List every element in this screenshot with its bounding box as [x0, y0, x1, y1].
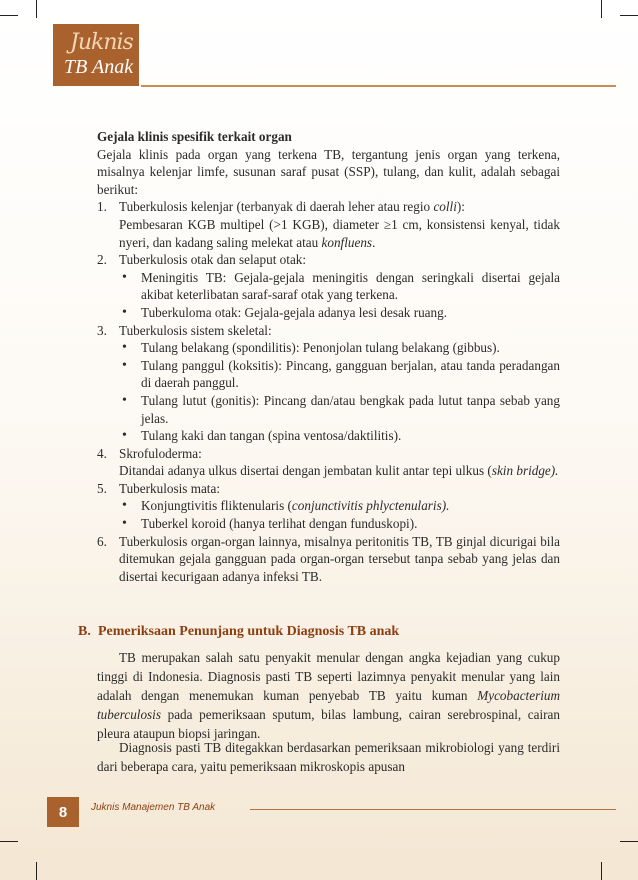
list-item [97, 251, 560, 321]
crop-mark [601, 0, 602, 18]
header-rule [141, 85, 616, 87]
bullet-item: • Tulang kaki dan tangan (spina ventosa/daktilitis). [119, 427, 560, 445]
header-title-sub: TB Anak [64, 56, 134, 78]
section-b-heading [78, 624, 399, 640]
list-item [97, 533, 560, 586]
section-title: Pemeriksaan Penunjang untuk Diagnosis TB anak [98, 624, 400, 639]
paragraph-italic: Mycobacterium tuberculosis [97, 688, 560, 722]
running-title: Juknis Manajemen TB Anak [91, 802, 216, 813]
crop-mark [0, 841, 18, 842]
item-desc-italic: skin bridge). [491, 463, 559, 479]
item-title: Tuberkulosis otak dan selaput otak: [119, 252, 307, 268]
item-title: Skrofuloderma: [119, 445, 202, 461]
bullet-text-italic: conjunctivitis phlyctenularis). [291, 498, 450, 514]
section-letter: B. [78, 624, 91, 639]
paragraph-text: TB merupakan salah satu penyakit menular dengan angka kejadian yang cukup tinggi di Indonesia. Diagnosis pasti TB seperti lazimnya penyakit menular yang lain adalah dengan menemukan kuman penyebab TB yaitu kuman [97, 650, 560, 703]
item-title: Tuberkulosis organ-organ lainnya, misalnya peritonitis TB, TB ginjal dicurigai bila ditemukan gejala gangguan pada organ-organ tersebut tanpa sebab yang jelas dan disertai kecurigaan adanya infeksi TB. [119, 533, 560, 584]
item-desc-italic: konfluens [321, 234, 373, 250]
bullet-item: • Tuberkuloma otak: Gejala-gejala adanya lesi desak ruang. [119, 304, 560, 322]
crop-mark [620, 841, 638, 842]
list-item [97, 198, 560, 251]
header-title-script: Juknis [70, 30, 133, 55]
crop-mark [0, 15, 18, 16]
organ-list [97, 198, 560, 585]
paragraph-text: pada pemeriksaan sputum, bilas lambung, cairan serebrospinal, cairan pleura ataupun biopsi jaringan. [97, 707, 560, 741]
bullet-list [119, 339, 560, 445]
crop-mark [601, 862, 602, 880]
bullet-item: • Tuberkel koroid (hanya terlihat dengan funduskopi). [119, 515, 560, 533]
item-title: Tuberkulosis sistem skeletal: [119, 322, 272, 338]
list-item [97, 480, 560, 533]
bullet-item [119, 497, 560, 515]
page-number: 8 [47, 797, 79, 827]
item-title-italic: colli [433, 199, 457, 215]
item-desc: Ditandai adanya ulkus disertai dengan jembatan kulit antar tepi ulkus ( [119, 463, 492, 479]
item-number: 1. [97, 199, 107, 215]
list-item [97, 322, 560, 445]
item-number: 4. [97, 445, 107, 461]
list-item [97, 445, 560, 480]
item-title-end: ): [456, 199, 465, 215]
item-title: Tuberkulosis mata: [119, 480, 220, 496]
bullet-list [119, 497, 560, 532]
item-number: 6. [97, 533, 107, 549]
crop-mark [36, 0, 37, 18]
bullet-item: • Meningitis TB: Gejala-gejala meningitis dengan seringkali disertai gejala akibat keterlibatan saraf-saraf otak yang terkena. [119, 269, 560, 304]
crop-mark [36, 862, 37, 880]
item-number: 2. [97, 252, 107, 268]
footer-rule [250, 809, 616, 810]
item-desc: Pembesaran KGB multipel (>1 KGB), diameter ≥1 cm, konsistensi kenyal, tidak nyeri, dan kadang saling melekat atau [119, 216, 560, 250]
crop-mark [620, 15, 638, 16]
item-desc-end: . [372, 234, 376, 250]
paragraph [97, 648, 560, 743]
paragraph: Diagnosis pasti TB ditegakkan berdasarkan pemeriksaan mikrobiologi yang terdiri dari beberapa cara, yaitu pemeriksaan mikroskopis apusan [97, 740, 560, 774]
bullet-item: • Tulang panggul (koksitis): Pincang, gangguan berjalan, atau tanda peradangan di daerah panggul. [119, 357, 560, 392]
organ-section [97, 128, 560, 585]
item-number: 3. [97, 322, 107, 338]
bullet-text: Konjungtivitis fliktenularis ( [141, 498, 292, 514]
section-heading: Gejala klinis spesifik terkait organ [97, 129, 292, 144]
intro-paragraph: Gejala klinis pada organ yang terkena TB, tergantung jenis organ yang terkena, misalnya kelenjar limfe, susunan saraf pusat (SSP), tulang, dan kulit, adalah sebagai berikut: [97, 146, 560, 197]
bullet-item: • Tulang lutut (gonitis): Pincang dan/atau bengkak pada lutut tanpa sebab yang jelas. [119, 392, 560, 427]
bullet-item: • Tulang belakang (spondilitis): Penonjolan tulang belakang (gibbus). [119, 339, 560, 357]
item-number: 5. [97, 480, 107, 496]
item-title: Tuberkulosis kelenjar (terbanyak di daerah leher atau regio [119, 199, 434, 215]
bullet-list [119, 269, 560, 322]
